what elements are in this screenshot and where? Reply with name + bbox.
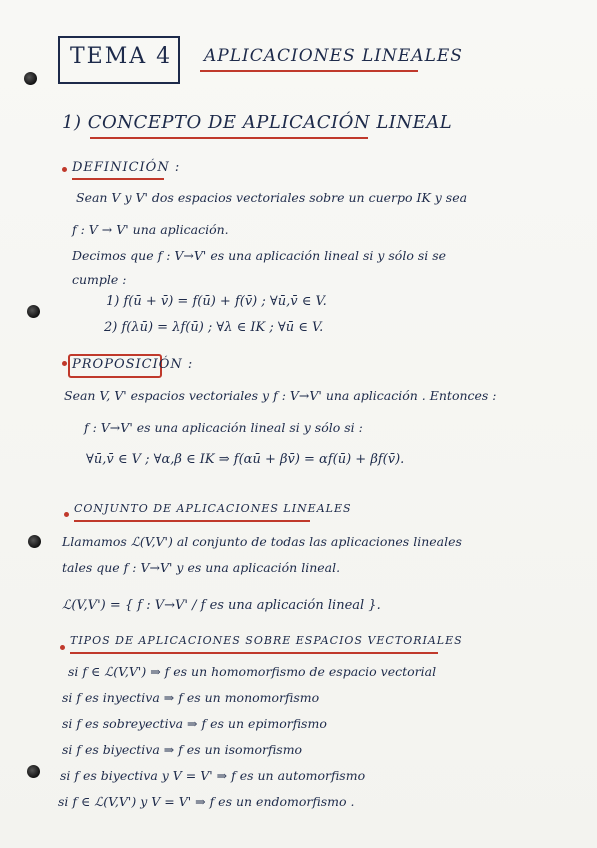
conjunto-line: tales que f : V→V' y es una aplicación lineal.: [62, 560, 341, 575]
binder-hole-icon: [24, 72, 37, 85]
conjunto-underline: [74, 520, 310, 522]
topic-underline: [200, 70, 418, 72]
proposicion-formula: ∀ū,v̄ ∈ V ; ∀α,β ∈ IK ⇒ f(αū + βv̄) = αf(ū) + βf(v̄).: [86, 452, 405, 467]
conjunto-line: Llamamos ℒ(V,V') al conjunto de todas las aplicaciones lineales: [62, 534, 462, 549]
tipos-line: si f ∈ ℒ(V,V') ⇒ f es un homomorfismo de espacio vectorial: [68, 664, 437, 679]
definicion-formula: 1) f(ū + v̄) = f(ū) + f(v̄) ; ∀ū,v̄ ∈ V.: [106, 294, 327, 309]
definicion-formula: 2) f(λū) = λf(ū) ; ∀λ ∈ IK ; ∀ū ∈ V.: [104, 320, 324, 335]
section-title: 1) CONCEPTO DE APLICACIÓN LINEAL: [62, 112, 453, 133]
proposicion-line: f : V→V' es una aplicación lineal si y sólo si :: [84, 420, 363, 435]
binder-hole-icon: [27, 765, 40, 778]
definicion-line: Sean V y V' dos espacios vectoriales sobre un cuerpo IK y sea: [76, 190, 468, 205]
bullet-icon: [60, 645, 65, 650]
bullet-icon: [62, 361, 67, 366]
tipos-line: si f ∈ ℒ(V,V') y V = V' ⇒ f es un endomorfismo .: [58, 794, 355, 809]
conjunto-heading: CONJUNTO DE APLICACIONES LINEALES: [74, 502, 352, 515]
definicion-line: f : V → V' una aplicación.: [72, 222, 229, 237]
definicion-line: Decimos que f : V→V' es una aplicación lineal si y sólo si se: [72, 248, 447, 263]
tema-title: TEMA 4: [70, 44, 173, 69]
definicion-underline: [72, 178, 164, 180]
tipos-line: si f es sobreyectiva ⇒ f es un epimorfismo: [62, 716, 327, 731]
tipos-underline: [70, 652, 438, 654]
binder-hole-icon: [28, 535, 41, 548]
bullet-icon: [62, 167, 67, 172]
proposicion-heading: PROPOSICIÓN :: [72, 357, 194, 372]
tipos-line: si f es inyectiva ⇒ f es un monomorfismo: [62, 690, 320, 705]
tipos-heading: TIPOS DE APLICACIONES SOBRE ESPACIOS VECTORIALES: [70, 634, 463, 647]
definicion-line: cumple :: [72, 272, 127, 287]
proposicion-line: Sean V, V' espacios vectoriales y f : V→V' una aplicación . Entonces :: [64, 388, 497, 403]
tipos-line: si f es biyectiva ⇒ f es un isomorfismo: [62, 742, 303, 757]
bullet-icon: [64, 512, 69, 517]
tipos-line: si f es biyectiva y V = V' ⇒ f es un automorfismo: [60, 768, 366, 783]
section-underline: [90, 137, 368, 139]
binder-hole-icon: [27, 305, 40, 318]
conjunto-formula: ℒ(V,V') = { f : V→V' / f es una aplicación lineal }.: [62, 598, 381, 613]
definicion-heading: DEFINICIÓN :: [72, 160, 181, 175]
topic-title: APLICACIONES LINEALES: [204, 46, 463, 66]
